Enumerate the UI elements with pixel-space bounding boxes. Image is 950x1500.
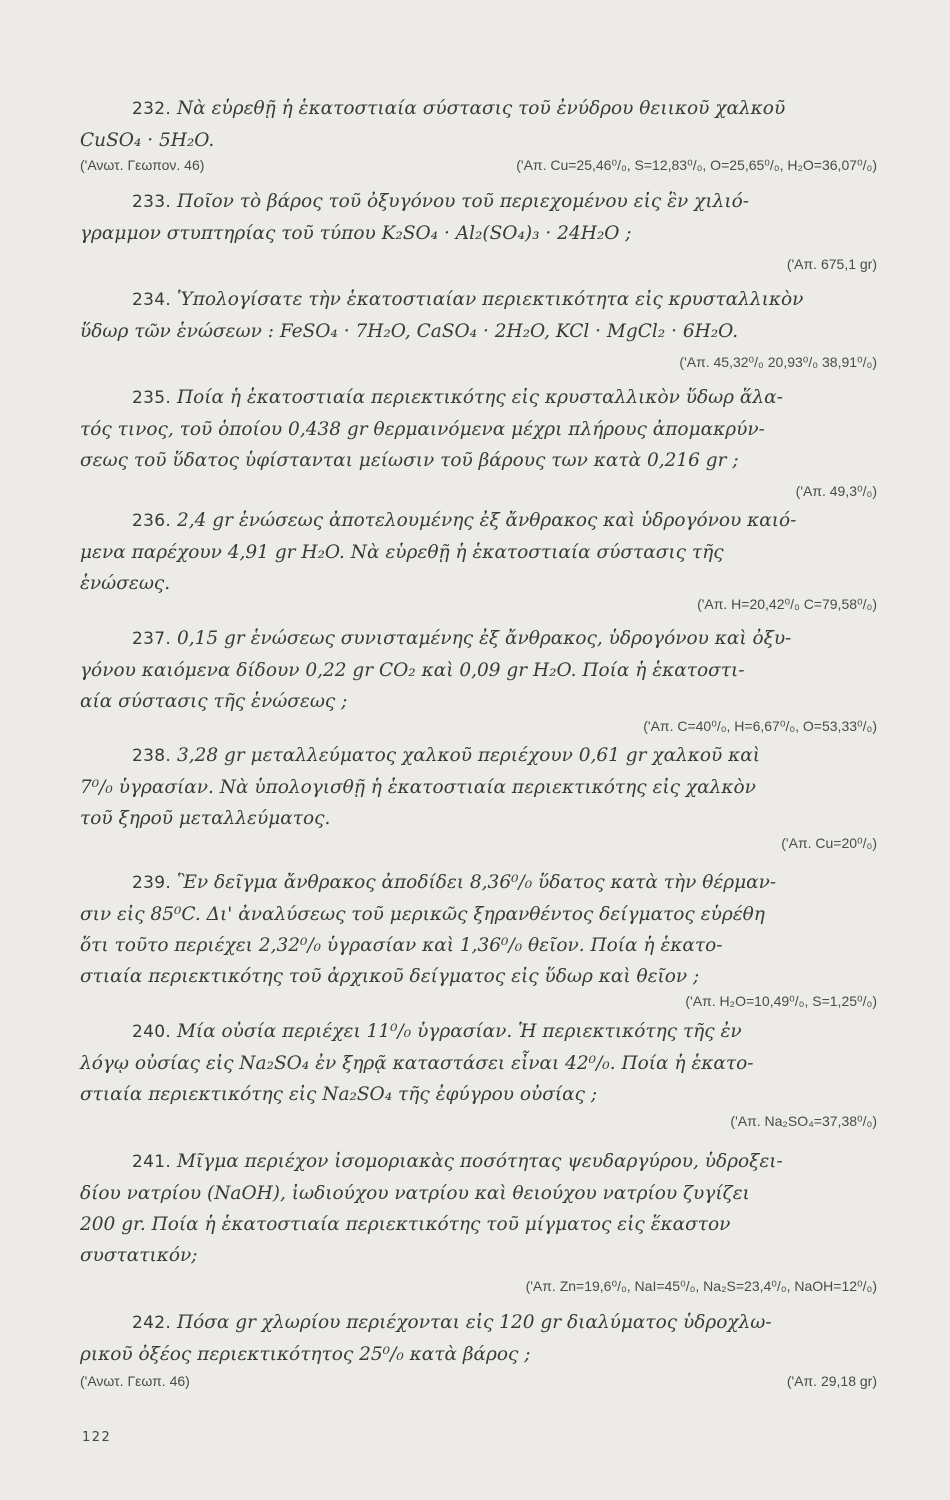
problem-232 (80, 93, 877, 181)
problem-text-line: Ἓν δεῖγμα ἄνθρακος ἀποδίδει 8,36⁰/₀ ὕδατος κατὰ τὴν θέρμαν- (176, 872, 777, 893)
problem-answer: ('Απ. H₂O=10,49⁰/₀, S=1,25⁰/₀) (685, 993, 877, 1009)
problem-number: 237. (132, 629, 172, 649)
problem-236 (80, 505, 877, 620)
problem-text-line: Νὰ εὑρεθῇ ἡ ἑκατοστιαία σύστασις τοῦ ἐνύδρου θειικοῦ χαλκοῦ (176, 98, 786, 119)
problem-237 (80, 623, 877, 742)
problem-text-line: δίου νατρίου (NaOH), ἰωδιούχου νατρίου καὶ θειούχου νατρίου ζυγίζει (80, 1183, 750, 1204)
problem-text-line: μενα παρέχουν 4,91 gr H₂O. Νὰ εὑρεθῇ ἡ ἑκατοστιαία σύστασις τῆς (80, 542, 724, 563)
problem-241 (80, 1146, 877, 1302)
problem-number: 232. (132, 99, 172, 119)
problem-number: 234. (132, 290, 172, 310)
problem-239 (80, 867, 877, 1017)
problem-text-line: 0,15 gr ἑνώσεως συνισταμένης ἐξ ἄνθρακος, ὑδρογόνου καὶ ὀξυ- (176, 628, 792, 649)
problem-source: ('Ανωτ. Γεωπ. 46) (80, 1373, 190, 1389)
problem-text-line: Ὑπολογίσατε τὴν ἑκατοστιαίαν περιεκτικότητα εἰς κρυσταλλικὸν (176, 289, 804, 310)
problem-text-line: 7⁰/₀ ὑγρασίαν. Νὰ ὑπολογισθῇ ἡ ἑκατοστιαία περιεκτικότης εἰς χαλκὸν (80, 777, 756, 798)
problem-text-line: ὅτι τοῦτο περιέχει 2,32⁰/₀ ὑγρασίαν καὶ 1,36⁰/₀ θεῖον. Ποία ἡ ἑκατο- (80, 935, 723, 956)
problem-text-line: γραμμον στυπτηρίας τοῦ τύπου K₂SO₄ · Al₂(SO₄)₃ · 24H₂O ; (80, 223, 632, 244)
problem-text-line: γόνου καιόμενα δίδουν 0,22 gr CO₂ καὶ 0,09 gr H₂O. Ποία ἡ ἑκατοστι- (80, 660, 745, 681)
problem-text-line: Μία οὐσία περιέχει 11⁰/₀ ὑγρασίαν. Ἡ περιεκτικότης τῆς ἐν (176, 1021, 742, 1042)
problem-text-line: συστατικόν; (80, 1245, 198, 1266)
problem-text-line: Ποία ἡ ἑκατοστιαία περιεκτικότης εἰς κρυσταλλικὸν ὕδωρ ἅλα- (176, 387, 783, 408)
problem-answer: ('Απ. 29,18 gr) (786, 1373, 877, 1389)
problem-text-line: 2,4 gr ἑνώσεως ἀποτελουμένης ἐξ ἄνθρακος καὶ ὑδρογόνου καιό- (176, 510, 797, 531)
problem-number: 240. (132, 1022, 172, 1042)
problem-answer: ('Απ. H=20,42⁰/₀ C=79,58⁰/₀) (697, 596, 877, 612)
problem-text-line: 200 gr. Ποία ἡ ἑκατοστιαία περιεκτικότης τοῦ μίγματος εἰς ἕκαστον (80, 1214, 731, 1235)
problem-240 (80, 1016, 877, 1137)
problem-text-line: 3,28 gr μεταλλεύματος χαλκοῦ περιέχουν 0,61 gr χαλκοῦ καὶ (176, 745, 761, 766)
problem-number: 239. (132, 873, 172, 893)
problem-answer: ('Απ. C=40⁰/₀, H=6,67⁰/₀, O=53,33⁰/₀) (643, 718, 877, 734)
problem-text-line: ρικοῦ ὀξέος περιεκτικότητος 25⁰/₀ κατὰ βάρος ; (80, 1344, 531, 1365)
problem-text-line: Ποῖον τὸ βάρος τοῦ ὀξυγόνου τοῦ περιεχομένου εἰς ἓν χιλιό- (176, 191, 749, 212)
problem-answer: ('Απ. 49,3⁰/₀) (795, 483, 877, 499)
problem-answer: ('Απ. Cu=20⁰/₀) (781, 835, 877, 851)
problem-text-line: στιαία περιεκτικότης τοῦ ἀρχικοῦ δείγματος εἰς ὕδωρ καὶ θεῖον ; (80, 966, 700, 987)
problem-233 (80, 186, 877, 280)
problem-text-line: Πόσα gr χλωρίου περιέχονται εἰς 120 gr διαλύματος ὑδροχλω- (176, 1312, 772, 1333)
problem-answer: ('Απ. 45,32⁰/₀ 20,93⁰/₀ 38,91⁰/₀) (679, 354, 877, 370)
problem-number: 235. (132, 388, 172, 408)
problem-text-line: ἑνώσεως. (80, 573, 171, 594)
problem-number: 233. (132, 192, 172, 212)
problem-text-line: σιν εἰς 85⁰C. Δι' ἀναλύσεως τοῦ μερικῶς ξηρανθέντος δείγματος εὑρέθη (80, 904, 765, 925)
problem-text-line: τοῦ ξηροῦ μεταλλεύματος. (80, 808, 331, 829)
problem-answer: ('Απ. Zn=19,6⁰/₀, NaI=45⁰/₀, Na₂S=23,4⁰/₀, NaOH=12⁰/₀) (525, 1278, 877, 1294)
page-number: 122 (82, 1430, 112, 1445)
problem-238 (80, 740, 877, 859)
problem-number: 241. (132, 1152, 172, 1172)
problem-answer: ('Απ. Na₂SO₄=37,38⁰/₀) (730, 1113, 877, 1129)
problem-text-line: σεως τοῦ ὕδατος ὑφίστανται μείωσιν τοῦ βάρους των κατὰ 0,216 gr ; (80, 450, 739, 471)
problem-235 (80, 382, 877, 507)
problem-answer: ('Απ. 675,1 gr) (786, 256, 877, 272)
problem-number: 238. (132, 746, 172, 766)
problem-text-line: Μῖγμα περιέχον ἰσομοριακὰς ποσότητας ψευδαργύρου, ὑδροξει- (176, 1151, 783, 1172)
problem-text-line: τός τινος, τοῦ ὁποίου 0,438 gr θερμαινόμενα μέχρι πλήρους ἀπομακρύν- (80, 419, 765, 440)
problem-text-line: ὕδωρ τῶν ἑνώσεων : FeSO₄ · 7H₂O, CaSO₄ · 2H₂O, KCl · MgCl₂ · 6H₂O. (80, 321, 739, 342)
problem-number: 236. (132, 511, 172, 531)
problem-242 (80, 1307, 877, 1397)
problem-text-line: λόγῳ οὐσίας εἰς Na₂SO₄ ἐν ξηρᾷ καταστάσει εἶναι 42⁰/₀. Ποία ἡ ἑκατο- (80, 1053, 754, 1074)
problem-answer: ('Απ. Cu=25,46⁰/₀, S=12,83⁰/₀, O=25,65⁰/₀, H₂O=36,07⁰/₀) (516, 157, 877, 173)
problem-text-line: αία σύστασις τῆς ἑνώσεως ; (80, 691, 348, 712)
problem-number: 242. (132, 1313, 172, 1333)
problem-text-line: στιαία περιεκτικότης εἰς Na₂SO₄ τῆς ἐφύγρου οὐσίας ; (80, 1084, 598, 1105)
problem-234 (80, 284, 877, 378)
problem-source: ('Ανωτ. Γεωπον. 46) (80, 157, 205, 173)
problem-text-line: CuSO₄ · 5H₂O. (80, 130, 215, 151)
